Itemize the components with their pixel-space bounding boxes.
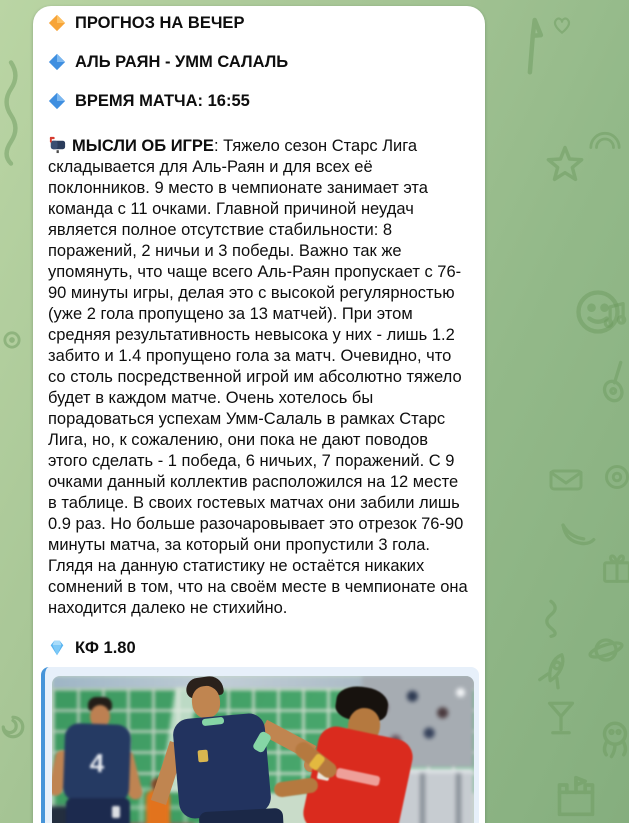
doodle-banana-icon — [555, 516, 601, 553]
doodle-donut-icon — [602, 462, 629, 492]
blue-diamond-icon — [48, 53, 66, 71]
doodle-castle-icon — [552, 774, 600, 818]
analysis-colon: : — [213, 137, 224, 155]
link-preview-card[interactable] — [41, 667, 479, 823]
doodle-swirl-icon — [0, 714, 26, 740]
doodle-gift-icon — [600, 552, 629, 586]
doodle-guitar-icon — [589, 355, 629, 409]
orange-diamond-icon — [48, 14, 66, 32]
doodle-rainbow-icon — [588, 128, 622, 150]
forecast-title-line — [48, 12, 469, 34]
coefficient-line — [48, 637, 469, 659]
doodle-heart-icon — [551, 14, 573, 36]
doodle-star-icon — [544, 144, 586, 186]
doodle-cocktail-icon — [544, 700, 578, 736]
doodle-planet-icon — [586, 630, 626, 670]
analysis-body: Тяжело сезон Старс Лига складывается для Аль-Раян и для всех её поклонников. 9 место в чемпионате занимает эта команда с 11 очками. Главной причиной неудач является полное отсутствие стабильности: 8 поражений, 2 ничьи и 3 победы. Важно так же упомянуть, что чаще всего Аль-Раян пропускает с 76-90 минуты игры, делая это с высокой регулярностью (уже 2 гола пропущено за 13 матчей). При этом средняя результативность невысока у них - лишь 1.2 забито и 1.4 пропущено гола за матч. Очевидно, что со столь посредственной игрой им абсолютно тяжело будет в каждом матче. Очень хотелось бы порадоваться успехам Умм-Салаль в рамках Старс Лига, но, к сожалению, они пока не дают поводов этого сделать - 1 победа, 6 ничьих, 7 поражений. С 9 очками данный коллектив расположился на 12 месте в таблице. В своих гостевых матчах они забили лишь 0.9 раз. Но больше разочаровывает это отрезок 76-90 минуты матча, за который они пропустили 3 гола. Глядя на данную статистику не остаётся никаких сомнений в том, что на своём месте в чемпионате она находится далеко не стихийно. — [48, 137, 468, 617]
analysis-label: МЫСЛИ ОБ ИГРЕ — [72, 137, 214, 155]
match-time: ВРЕМЯ МАТЧА: 16:55 — [75, 92, 250, 110]
doodle-rocket-icon — [531, 645, 578, 695]
doodle-octopus-icon — [594, 718, 629, 760]
doodle-envelope-icon — [548, 466, 584, 494]
blue-diamond-icon — [48, 92, 66, 110]
jersey-crest — [197, 750, 208, 763]
doodle-squiggle-icon — [536, 598, 566, 638]
doodle-music-note-icon — [602, 300, 628, 330]
analysis-paragraph — [48, 135, 469, 619]
match-teams-line — [48, 51, 469, 73]
player-jersey — [63, 723, 132, 803]
forecast-title: ПРОГНОЗ НА ВЕЧЕР — [75, 14, 245, 32]
message-bubble — [33, 6, 485, 823]
coefficient-value: КФ 1.80 — [75, 639, 136, 657]
match-photo[interactable] — [52, 676, 474, 823]
player-shorts — [66, 798, 130, 823]
match-teams: АЛЬ РАЯН - УММ САЛАЛЬ — [75, 53, 289, 71]
player-jersey — [172, 712, 272, 820]
match-time-line — [48, 90, 469, 112]
doodle-circle-icon — [2, 330, 22, 350]
jersey-number: 4 — [89, 747, 105, 778]
mailbox-icon — [48, 135, 67, 154]
gem-icon — [48, 639, 66, 657]
doodle-wave-icon — [0, 58, 22, 168]
